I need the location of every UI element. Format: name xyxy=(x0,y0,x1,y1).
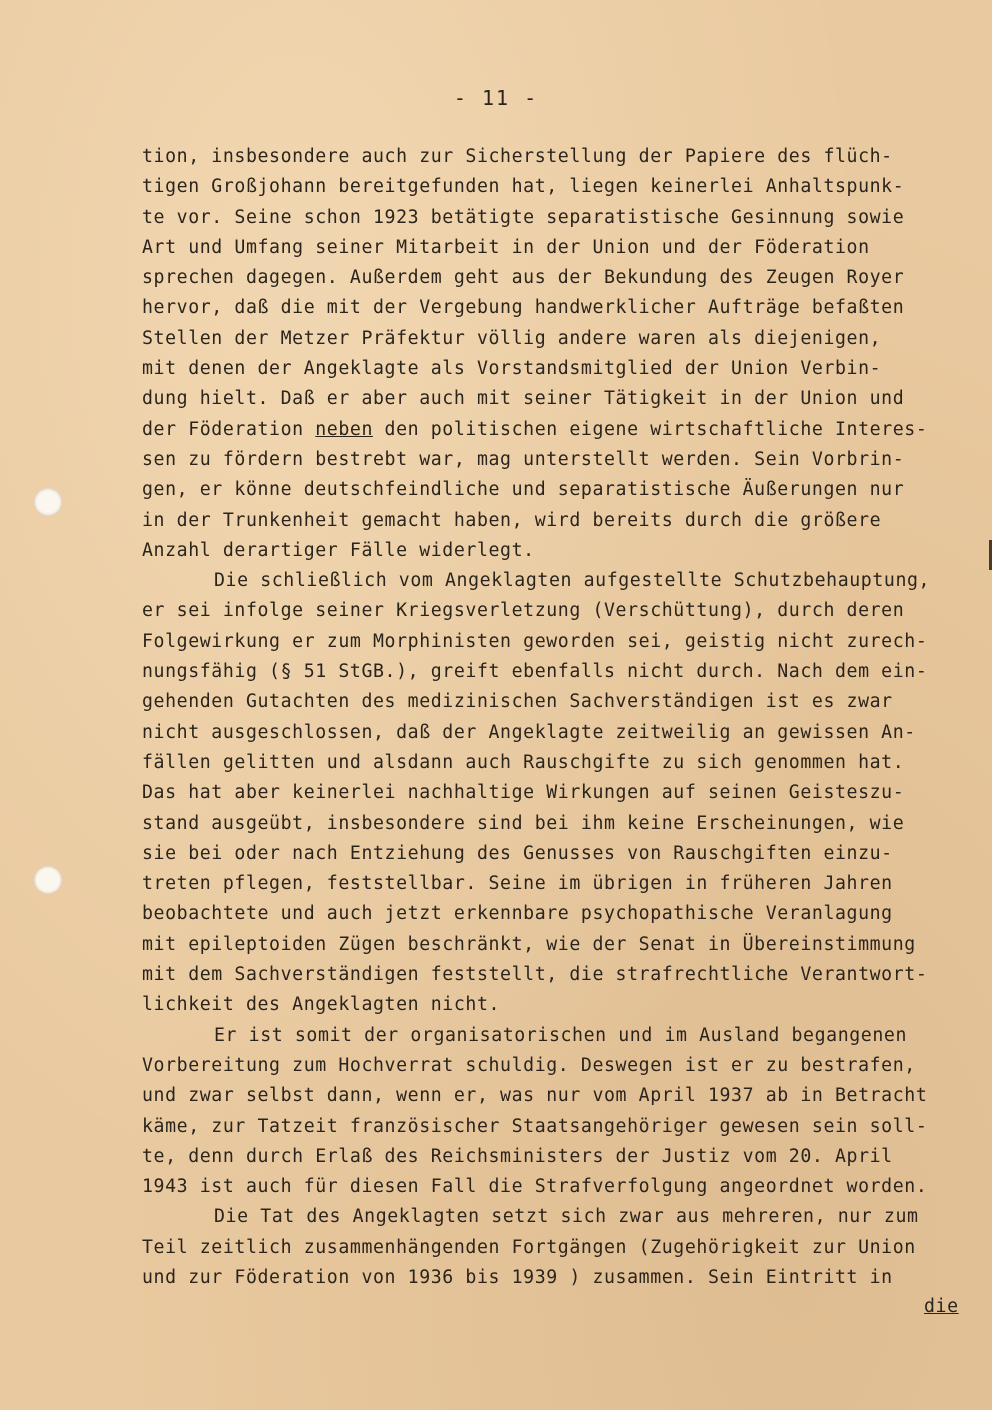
text-segment: den politischen eigene wirtschaftliche Interes- xyxy=(373,418,928,440)
text-line: gen, er könne deutschfeindliche und separatistische Äußerungen nur xyxy=(142,479,905,501)
punch-hole-lower xyxy=(34,866,62,894)
text-line: Art und Umfang seiner Mitarbeit in der Union und der Föderation xyxy=(142,236,870,258)
text-line: mit epileptoiden Zügen beschränkt, wie der Senat in Übereinstimmung xyxy=(142,933,916,955)
text-segment: der Föderation xyxy=(142,418,316,440)
text-line: 1943 ist auch für diesen Fall die Strafverfolgung angeordnet worden. xyxy=(142,1176,928,1198)
text-line-with-underline xyxy=(142,415,972,445)
text-line: Das hat aber keinerlei nachhaltige Wirkungen auf seinen Geisteszu- xyxy=(142,782,905,804)
text-line: mit denen der Angeklagte als Vorstandsmitglied der Union Verbin- xyxy=(142,358,882,380)
text-line: Folgewirkung er zum Morphinisten geworden sei, geistig nicht zurech- xyxy=(142,630,928,652)
text-line: mit dem Sachverständigen feststellt, die strafrechtliche Verantwort- xyxy=(142,964,928,986)
text-line: fällen gelitten und alsdann auch Rauschgifte zu sich genommen hat. xyxy=(142,751,905,773)
text-line: sie bei oder nach Entziehung des Genusses von Rauschgiften einzu- xyxy=(142,842,893,864)
text-line: in der Trunkenheit gemacht haben, wird bereits durch die größere xyxy=(142,509,882,531)
text-line: käme, zur Tatzeit französischer Staatsangehöriger gewesen sein soll- xyxy=(142,1115,928,1137)
text-line: lichkeit des Angeklagten nicht. xyxy=(142,994,501,1016)
text-line: tion, insbesondere auch zur Sicherstellung der Papiere des flüch- xyxy=(142,146,893,167)
text-line: beobachtete und auch jetzt erkennbare psychopathische Veranlagung xyxy=(142,903,893,925)
body-text xyxy=(142,142,972,1293)
paragraph-start-line: Er ist somit der organisatorischen und im Ausland begangenen xyxy=(214,1024,907,1046)
text-line: tigen Großjohann bereitgefunden hat, liegen keinerlei Anhaltspunk- xyxy=(142,176,905,198)
text-line: stand ausgeübt, insbesondere sind bei ihm keine Erscheinungen, wie xyxy=(142,812,905,834)
text-line: te vor. Seine schon 1923 betätigte separatistische Gesinnung sowie xyxy=(142,206,905,228)
text-line: Stellen der Metzer Präfektur völlig andere waren als diejenigen, xyxy=(142,327,882,349)
text-line: Teil zeitlich zusammenhängenden Fortgängen (Zugehörigkeit zur Union xyxy=(142,1236,916,1258)
punch-hole-upper xyxy=(34,488,62,516)
page-number: - 11 - xyxy=(453,86,539,110)
text-line: und zwar selbst dann, wenn er, was nur vom April 1937 ab in Betracht xyxy=(142,1085,928,1107)
paragraph-start-line: Die Tat des Angeklagten setzt sich zwar aus mehreren, nur zum xyxy=(214,1206,919,1228)
catchword: die xyxy=(924,1296,959,1317)
text-line: Vorbereitung zum Hochverrat schuldig. Deswegen ist er zu bestrafen, xyxy=(142,1054,916,1076)
underlined-word: neben xyxy=(315,418,373,440)
text-line: nungsfähig (§ 51 StGB.), greift ebenfalls nicht durch. Nach dem ein- xyxy=(142,661,928,683)
text-line: er sei infolge seiner Kriegsverletzung (Verschüttung), durch deren xyxy=(142,600,905,622)
text-line: gehenden Gutachten des medizinischen Sachverständigen ist es zwar xyxy=(142,691,893,713)
text-line: hervor, daß die mit der Vergebung handwerklicher Aufträge befaßten xyxy=(142,297,905,319)
text-line: sen zu fördern bestrebt war, mag unterstellt werden. Sein Vorbrin- xyxy=(142,448,905,470)
text-line: treten pflegen, feststellbar. Seine im übrigen in früheren Jahren xyxy=(142,873,893,895)
paragraph-start-line: Die schließlich vom Angeklagten aufgestellte Schutzbehauptung, xyxy=(214,570,931,592)
text-line: Anzahl derartiger Fälle widerlegt. xyxy=(142,539,535,561)
text-line: nicht ausgeschlossen, daß der Angeklagte zeitweilig an gewissen An- xyxy=(142,721,916,743)
text-line: dung hielt. Daß er aber auch mit seiner Tätigkeit in der Union und xyxy=(142,388,905,410)
text-line: sprechen dagegen. Außerdem geht aus der Bekundung des Zeugen Royer xyxy=(142,267,905,289)
text-line: te, denn durch Erlaß des Reichsministers der Justiz vom 20. April xyxy=(142,1145,893,1167)
text-line: und zur Föderation von 1936 bis 1939 ) zusammen. Sein Eintritt in xyxy=(142,1266,893,1288)
